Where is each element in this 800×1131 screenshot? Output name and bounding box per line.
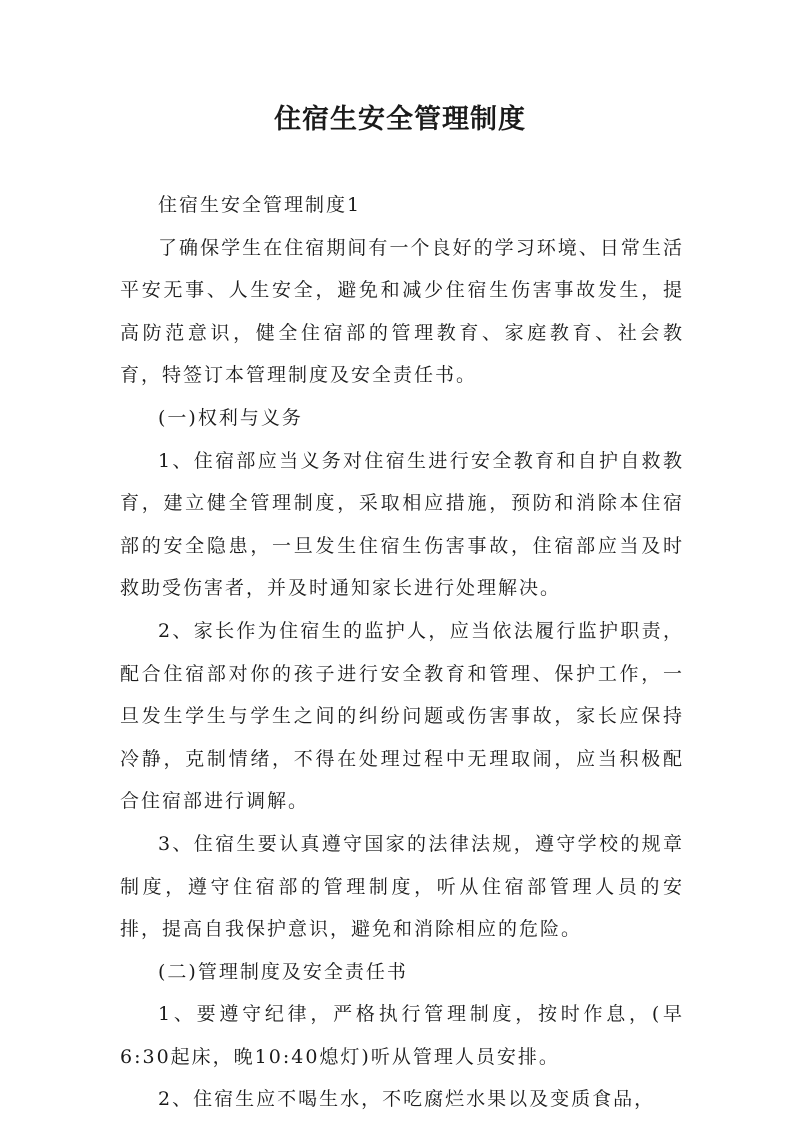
- paragraph-rules-1: 1、要遵守纪律，严格执行管理制度，按时作息，(早6:30起床，晚10:40熄灯)听从管理人员安排。: [120, 1003, 684, 1068]
- paragraph-rights-1: 1、住宿部应当义务对住宿生进行安全教育和自护自救教育，建立健全管理制度，采取相应措施，预防和消除本住宿部的安全隐患，一旦发生住宿生伤害事故，住宿部应当及时救助受伤害者，并及时通知家长进行处理解决。: [120, 449, 684, 600]
- subtitle-paragraph: 住宿生安全管理制度1: [158, 194, 362, 216]
- paragraph-rights-3: 3、住宿生要认真遵守国家的法律法规，遵守学校的规章制度，遵守住宿部的管理制度，听从住宿部管理人员的安排，提高自我保护意识，避免和消除相应的危险。: [120, 832, 684, 941]
- section-heading-rights: (一)权利与义务: [158, 406, 303, 429]
- intro-paragraph: 了确保学生在住宿期间有一个良好的学习环境、日常生活平安无事、人生安全，避免和减少住宿生伤害事故发生，提高防范意识，健全住宿部的管理教育、家庭教育、社会教育，特签订本管理制度及安全责任书。: [120, 236, 684, 387]
- paragraph-rules-2: 2、住宿生应不喝生水，不吃腐烂水果以及变质食品，: [158, 1088, 656, 1111]
- paragraph-rights-2: 2、家长作为住宿生的监护人，应当依法履行监护职责，配合住宿部对你的孩子进行安全教育和管理、保护工作，一旦发生学生与学生之间的纠纷问题或伤害事故，家长应保持冷静，克制情绪，不得在处理过程中无理取闹，应当积极配合住宿部进行调解。: [120, 619, 684, 813]
- section-heading-rules: (二)管理制度及安全责任书: [158, 960, 408, 983]
- document-title: 住宿生安全管理制度: [274, 104, 526, 135]
- document-body: [120, 184, 684, 1121]
